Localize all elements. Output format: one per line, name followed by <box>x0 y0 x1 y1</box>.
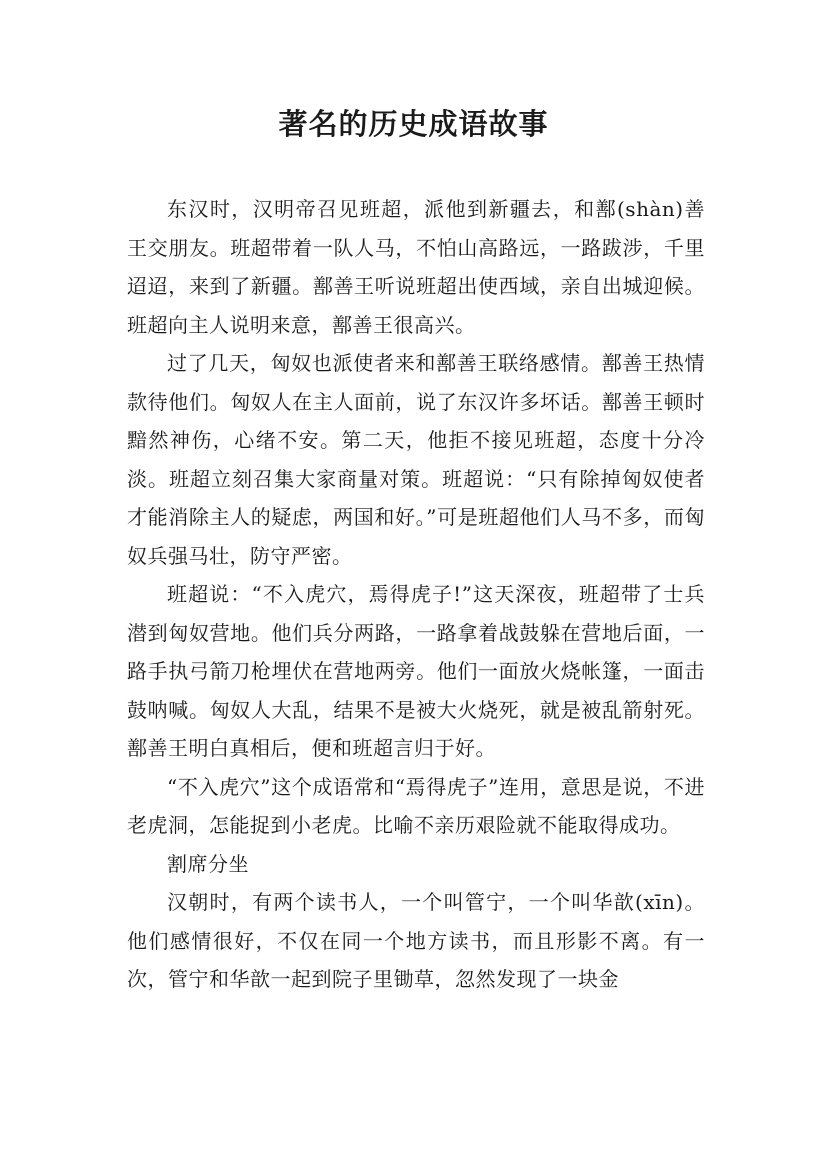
document-title: 著名的历史成语故事 <box>278 107 549 141</box>
section-heading: 割席分坐 <box>167 851 249 876</box>
document-body <box>127 190 705 999</box>
paragraph: 班超说：“不入虎穴，焉得虎子!”这天深夜，班超带了士兵潜到匈奴营地。他们兵分两路，一路拿着战鼓躲在营地后面，一路手执弓箭刀枪埋伏在营地两旁。他们一面放火烧帐篷，一面击鼓呐喊。匈奴人大乱，结果不是被大火烧死，就是被乱箭射死。鄯善王明白真相后，便和班超言归于好。 <box>127 582 705 760</box>
paragraph: “不入虎穴”这个成语常和“焉得虎子”连用，意思是说，不进老虎洞，怎能捉到小老虎。比喻不亲历艰险就不能取得成功。 <box>127 774 705 837</box>
paragraph: 过了几天，匈奴也派使者来和鄯善王联络感情。鄯善王热情款待他们。匈奴人在主人面前，说了东汉许多坏话。鄯善王顿时黯然神伤，心绪不安。第二天，他拒不接见班超，态度十分冷淡。班超立刻召集大家商量对策。班超说：“只有除掉匈奴使者才能消除主人的疑虑，两国和好。”可是班超他们人马不多，而匈奴兵强马壮，防守严密。 <box>127 351 705 568</box>
paragraph: 东汉时，汉明帝召见班超，派他到新疆去，和鄯(shàn)善王交朋友。班超带着一队人马，不怕山高路远，一路跋涉，千里迢迢，来到了新疆。鄯善王听说班超出使西域，亲自出城迎候。班超向主人说明来意，鄯善王很高兴。 <box>127 197 705 337</box>
paragraph: 汉朝时，有两个读书人，一个叫管宁，一个叫华歆(xīn)。他们感情很好，不仅在同一个地方读书，而且形影不离。有一次，管宁和华歆一起到院子里锄草，忽然发现了一块金 <box>127 890 705 991</box>
